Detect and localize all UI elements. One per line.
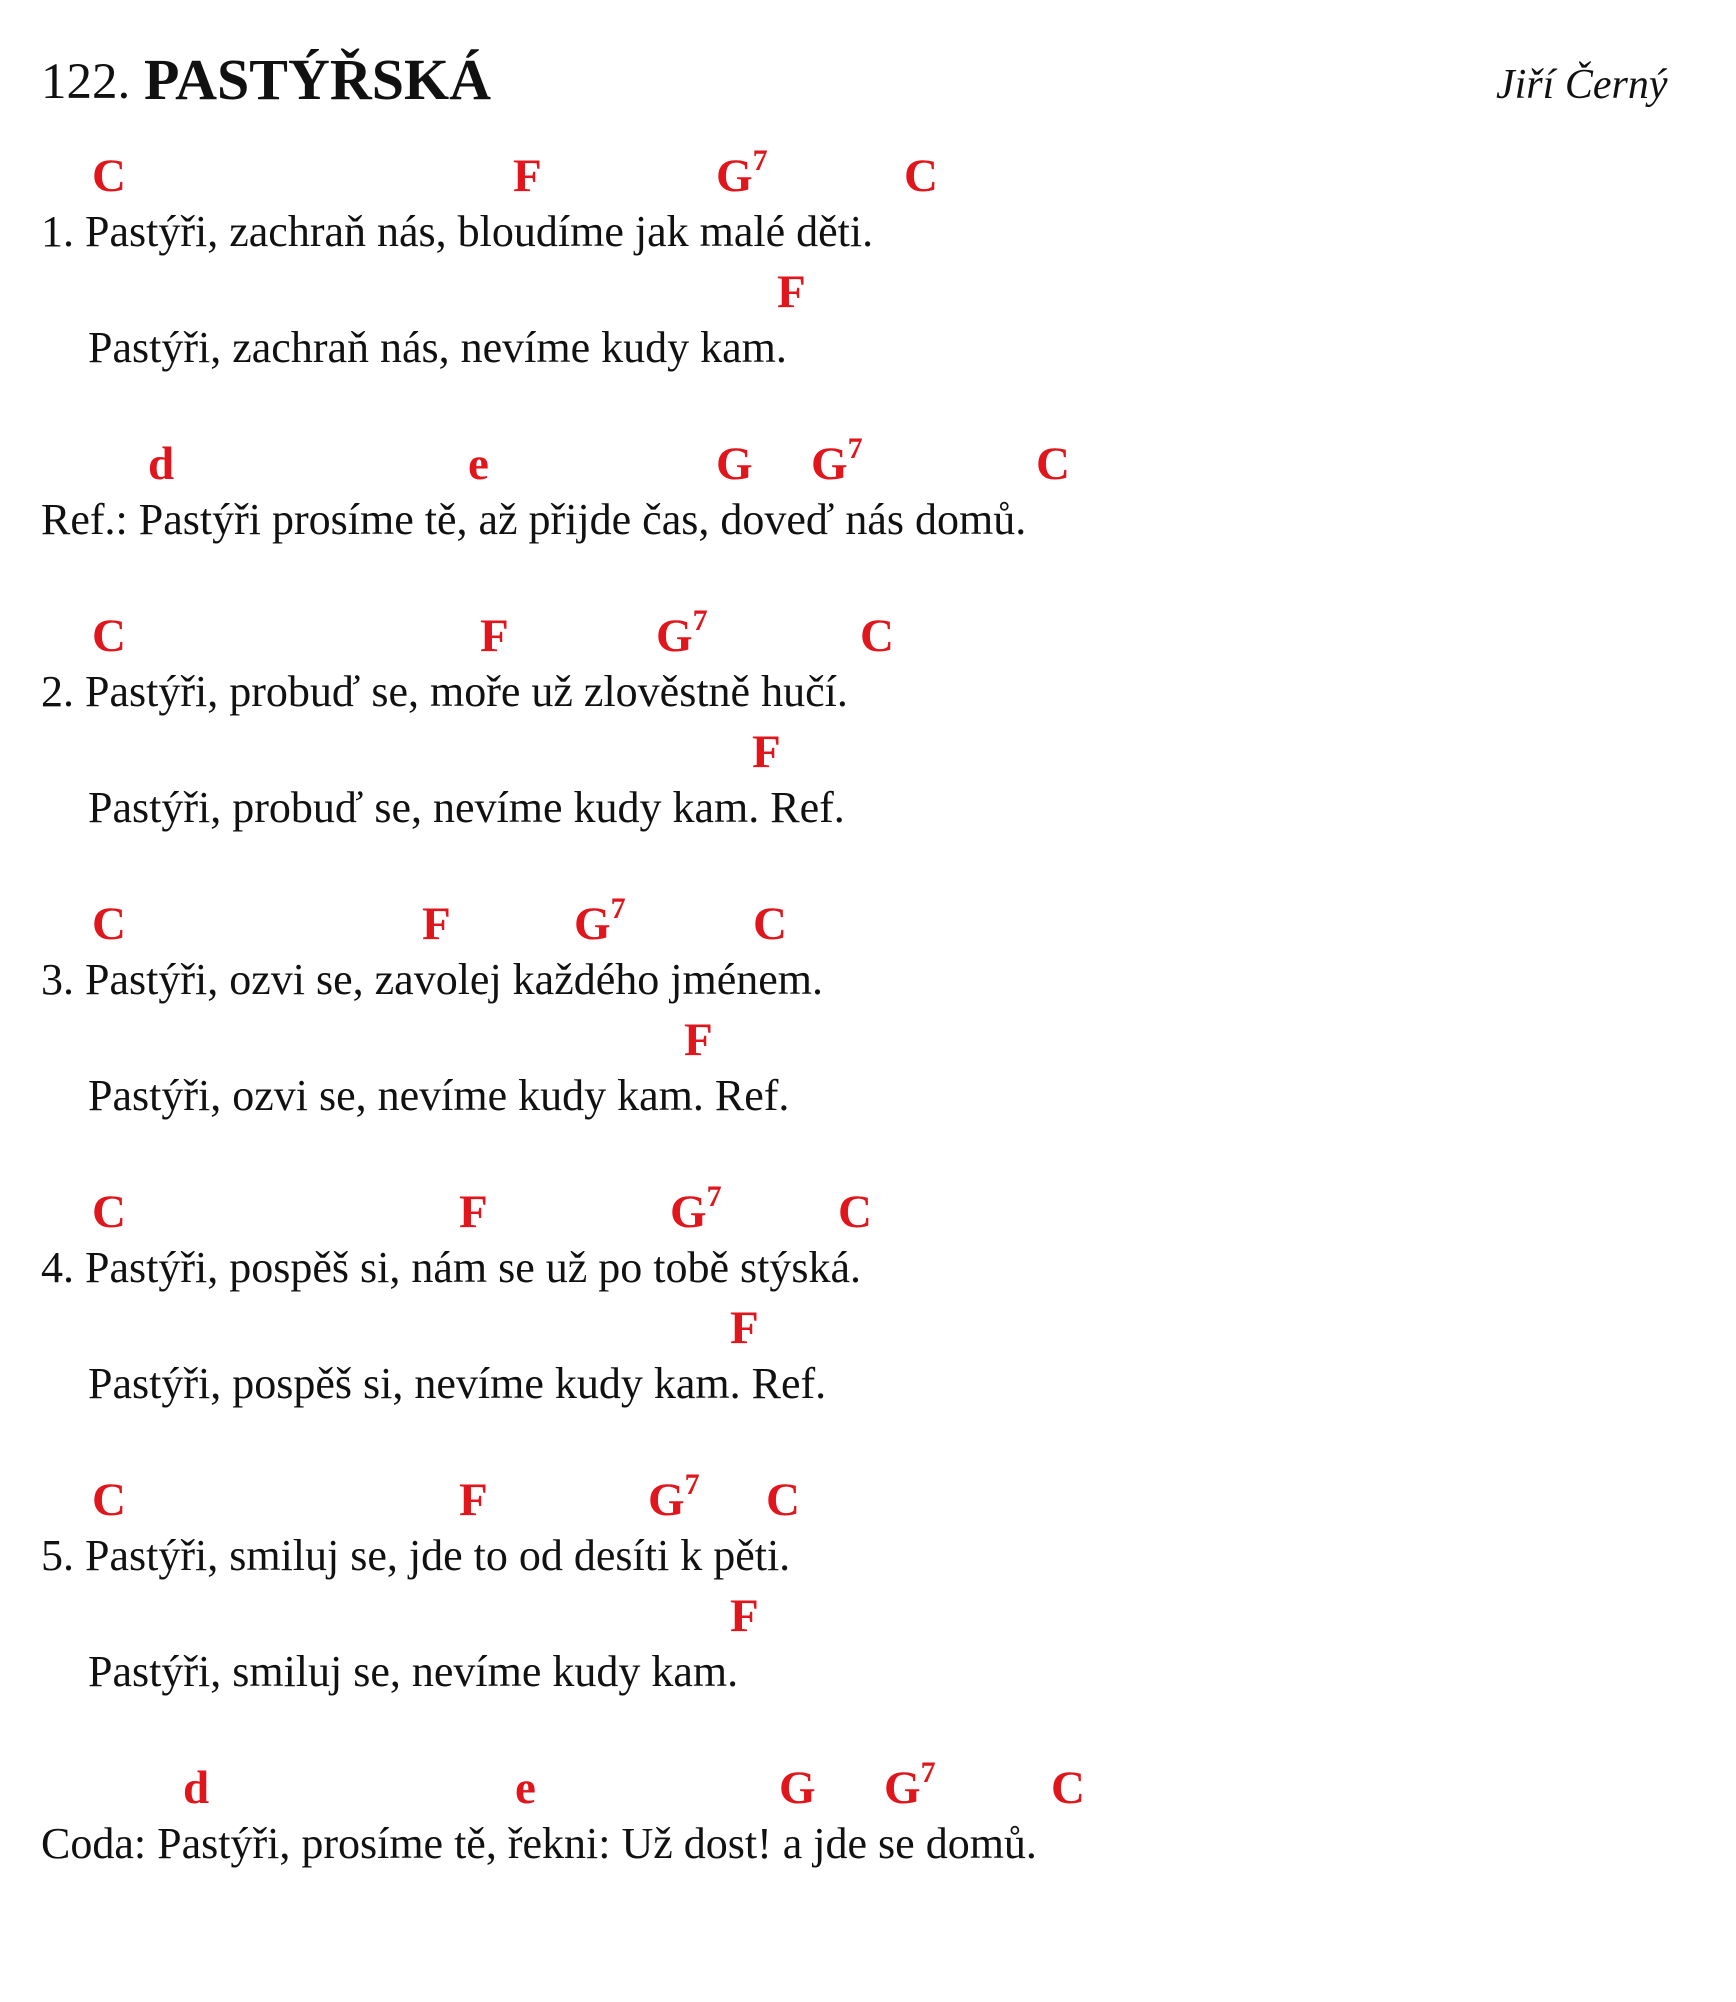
- chord: C: [1036, 438, 1070, 490]
- chord: C: [753, 898, 787, 950]
- chord: C: [1051, 1762, 1085, 1814]
- chord: F: [684, 1014, 713, 1066]
- chord: G: [779, 1762, 816, 1814]
- chord: C: [92, 898, 126, 950]
- chord: e: [515, 1762, 536, 1814]
- chord: F: [513, 150, 542, 202]
- lyric-line: 2. Pastýři, probuď se, moře už zlověstně hučí.: [41, 667, 848, 716]
- lyric-line: Pastýři, zachraň nás, nevíme kudy kam.: [88, 323, 787, 372]
- chord: F: [459, 1474, 488, 1526]
- lyric-line: Pastýři, pospěš si, nevíme kudy kam. Ref.: [88, 1359, 827, 1408]
- lyric-line: Pastýři, probuď se, nevíme kudy kam. Ref.: [88, 783, 845, 832]
- chord: F: [422, 898, 451, 950]
- chord: F: [730, 1590, 759, 1642]
- chord: C: [92, 1474, 126, 1526]
- chord: G: [716, 438, 753, 490]
- lyric-line: 4. Pastýři, pospěš si, nám se už po tobě stýská.: [41, 1243, 862, 1292]
- chord: C: [838, 1186, 872, 1238]
- lyric-line: 1. Pastýři, zachraň nás, bloudíme jak malé děti.: [41, 207, 874, 256]
- chord: C: [860, 610, 894, 662]
- chord: C: [766, 1474, 800, 1526]
- lyric-line: 5. Pastýři, smiluj se, jde to od desíti k pěti.: [41, 1531, 791, 1580]
- lyric-line: Pastýři, ozvi se, nevíme kudy kam. Ref.: [88, 1071, 790, 1120]
- chord: C: [92, 610, 126, 662]
- chord: $G^7$: [656, 604, 708, 662]
- lyric-line: Pastýři, smiluj se, nevíme kudy kam.: [88, 1647, 739, 1696]
- chord: F: [752, 726, 781, 778]
- chord: d: [148, 438, 175, 490]
- chord: F: [459, 1186, 488, 1238]
- chord: $G^7$: [670, 1180, 722, 1238]
- lyric-line: Coda: Pastýři, prosíme tě, řekni: Už dost! a jde se domů.: [41, 1819, 1037, 1868]
- chord: F: [730, 1302, 759, 1354]
- song-author: Jiří Černý: [1496, 62, 1668, 108]
- chord: C: [904, 150, 938, 202]
- chord: C: [92, 1186, 126, 1238]
- song-number: 122.: [41, 54, 131, 110]
- chord: C: [92, 150, 126, 202]
- lyric-line: 3. Pastýři, ozvi se, zavolej každého jménem.: [41, 955, 823, 1004]
- chord: F: [480, 610, 509, 662]
- chord: $G^7$: [574, 892, 626, 950]
- song-title: PASTÝŘSKÁ: [144, 47, 491, 112]
- chord: $G^7$: [648, 1468, 700, 1526]
- chord: F: [777, 266, 806, 318]
- chord: e: [468, 438, 489, 490]
- chord: $G^7$: [884, 1756, 936, 1814]
- chord: d: [183, 1762, 210, 1814]
- chord: $G^7$: [716, 144, 768, 202]
- chord: $G^7$: [811, 432, 863, 490]
- lyric-line: Ref.: Pastýři prosíme tě, až přijde čas, doveď nás domů.: [41, 495, 1027, 544]
